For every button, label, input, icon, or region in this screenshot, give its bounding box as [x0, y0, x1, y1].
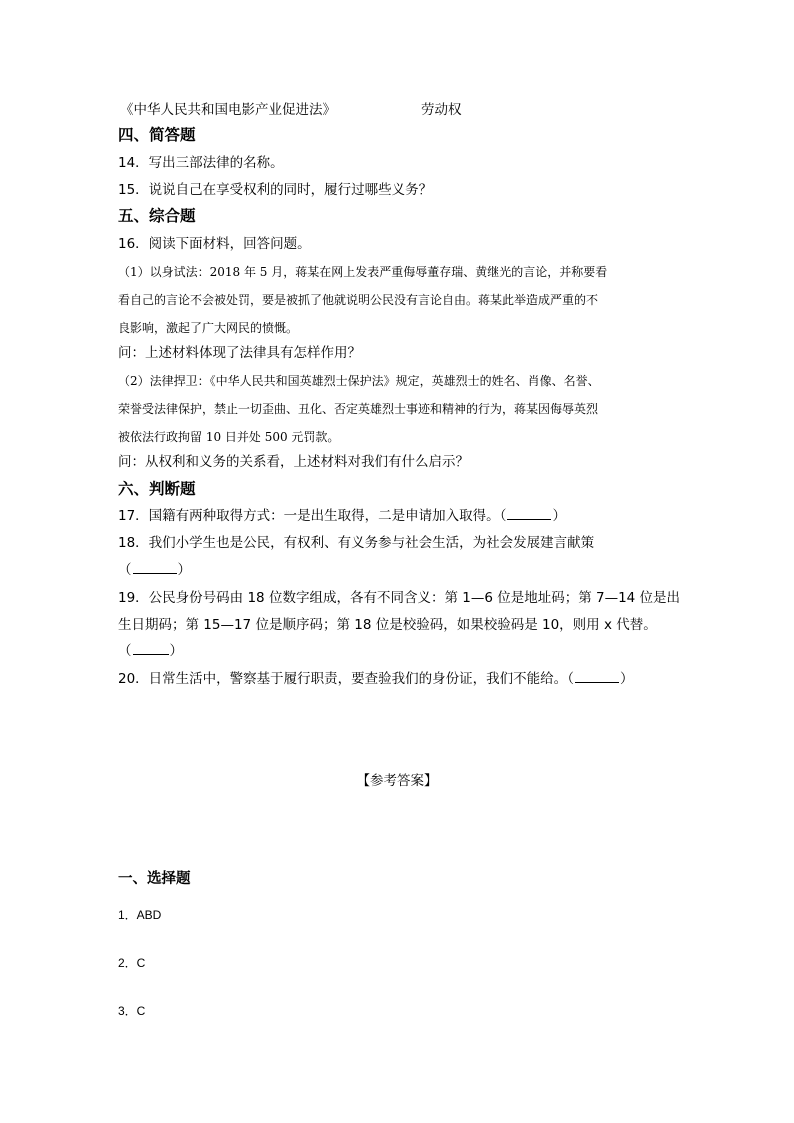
sub-question-1: 问：上述材料体现了法律具有怎样作用？ [118, 345, 361, 361]
answer-blank-19[interactable] [133, 642, 169, 655]
close-paren: ） [177, 562, 191, 578]
question-17-text: 17．国籍有两种取得方式：一是出生取得，二是申请加入取得。 [118, 508, 500, 524]
close-paren: ） [619, 671, 634, 687]
question-19-line-2: 生日期码；第 15—17 位是顺序码；第 18 位是校验码，如果校验码是 10，则用 x 代替。 [118, 617, 657, 633]
answer-1: 1．ABD [118, 908, 162, 922]
answer-section-heading-choice: 一、选择题 [118, 871, 191, 887]
material-2-line-3: 被依法行政拘留 10 日并处 500 元罚款。 [118, 430, 340, 444]
material-2-line-2: 荣誉受法律保护，禁止一切歪曲、丑化、否定英雄烈士事迹和精神的行为，蒋某因侮辱英烈 [118, 402, 599, 416]
question-20 [118, 670, 633, 688]
question-16: 16．阅读下面材料，回答问题。 [118, 236, 311, 252]
section-heading-true-false: 六、判断题 [118, 480, 196, 498]
close-paren: ） [552, 508, 566, 524]
law-name-text: 《中华人民共和国电影产业促进法》 [120, 102, 336, 118]
open-paren: （ [567, 671, 574, 687]
question-18-blank-line [118, 561, 191, 579]
open-paren: （ [118, 562, 132, 578]
section-heading-comprehensive: 五、综合题 [118, 207, 196, 225]
question-19-blank-line [118, 642, 183, 660]
question-15: 15．说说自己在享受权利的同时，履行过哪些义务？ [118, 182, 433, 198]
question-17 [118, 507, 566, 525]
question-20-text: 20．日常生活中，警察基于履行职责，要查验我们的身份证，我们不能给。 [118, 671, 568, 687]
material-1-line-2: 看自己的言论不会被处罚，要是被抓了他就说明公民没有言论自由。蒋某此举造成严重的不 [118, 293, 599, 307]
material-1-line-1: （1）以身试法：2018 年 5 月，蒋某在网上发表严重侮辱董存瑞、黄继光的言论，并称要看 [118, 265, 608, 279]
answer-key-title: 【参考答案】 [356, 773, 438, 789]
material-2-line-1: （2）法律捍卫：《中华人民共和国英雄烈士保护法》规定，英雄烈士的姓名、肖像、名誉、 [118, 374, 600, 388]
question-14: 14．写出三部法律的名称。 [118, 155, 284, 171]
open-paren: （ [499, 508, 507, 524]
open-paren: （ [118, 643, 132, 659]
question-19-line-1: 19．公民身份号码由 18 位数字组成，各有不同含义：第 1—6 位是地址码；第 7—14 位是出 [118, 590, 681, 606]
question-18: 18．我们小学生也是公民，有权利、有义务参与社会生活，为社会发展建言献策 [118, 535, 595, 551]
material-1-line-3: 良影响，激起了广大网民的愤慨。 [118, 321, 299, 335]
answer-blank-17[interactable] [507, 507, 551, 520]
close-paren: ） [169, 643, 183, 659]
section-heading-short-answer: 四、简答题 [118, 126, 196, 144]
answer-blank-18[interactable] [133, 561, 177, 574]
answer-blank-20[interactable] [575, 670, 619, 683]
answer-2: 2．C [118, 956, 146, 970]
right-term-text: 劳动权 [421, 102, 462, 118]
sub-question-2: 问：从权利和义务的关系看，上述材料对我们有什么启示？ [118, 454, 469, 470]
answer-3: 3．C [118, 1004, 146, 1018]
